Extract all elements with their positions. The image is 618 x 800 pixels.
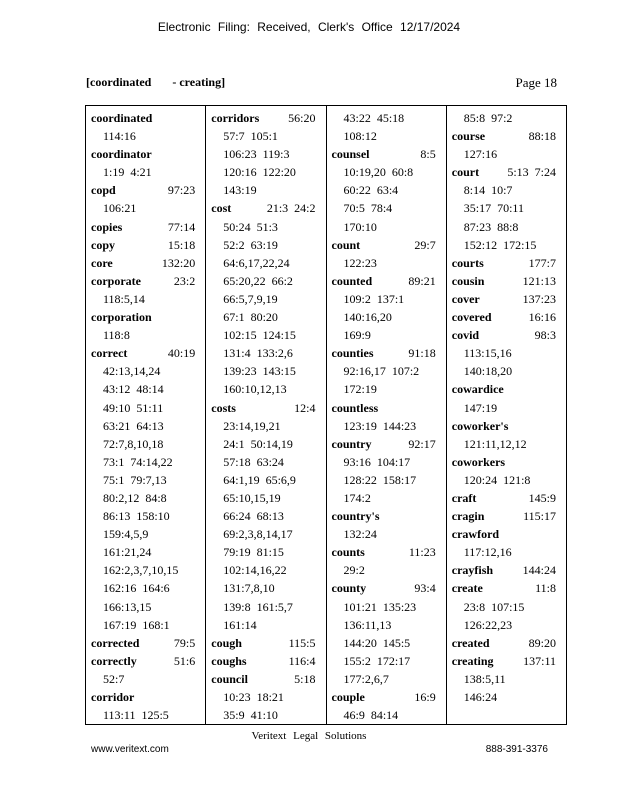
index-reference-line: 80:2,12 84:8 bbox=[103, 490, 167, 505]
index-entry bbox=[327, 236, 446, 272]
index-entry bbox=[447, 525, 566, 561]
index-reference: 16:16 bbox=[528, 310, 556, 325]
index-word-line bbox=[447, 561, 566, 579]
index-reference-line: 85:8 97:2 bbox=[463, 111, 513, 125]
index-column-4 bbox=[447, 106, 566, 724]
index-word-line bbox=[86, 272, 205, 290]
index-reference: 137:11 bbox=[523, 653, 556, 668]
index-reference-line: 162:2,3,7,10,15 bbox=[103, 563, 179, 578]
index-word: cragin bbox=[451, 509, 485, 524]
index-reference-line: 66:24 68:13 bbox=[223, 509, 284, 524]
index-reference: 11:8 bbox=[535, 581, 556, 596]
index-reference-line: 170:10 bbox=[343, 219, 377, 234]
index-entry bbox=[206, 109, 325, 199]
index-column-2 bbox=[206, 106, 326, 724]
index-entry bbox=[447, 579, 566, 633]
index-entry bbox=[86, 109, 205, 145]
index-word-line bbox=[447, 453, 566, 471]
index-reference-line: 64:6,17,22,24 bbox=[223, 255, 290, 270]
index-word: course bbox=[451, 129, 486, 144]
index-column-1 bbox=[86, 106, 206, 724]
index-word-line bbox=[447, 308, 566, 326]
index-word: coworker's bbox=[451, 418, 509, 433]
index-entry bbox=[447, 163, 566, 253]
index-word-line bbox=[447, 579, 566, 597]
word-range: [coordinated - creating] bbox=[86, 75, 226, 89]
index-reference-line: 140:16,20 bbox=[343, 310, 392, 325]
index-entry bbox=[327, 399, 446, 435]
index-reference-line: 63:21 64:13 bbox=[103, 418, 164, 433]
index-entry bbox=[447, 127, 566, 163]
index-entry bbox=[86, 688, 205, 724]
index-word: created bbox=[451, 635, 490, 650]
index-word-line bbox=[86, 181, 205, 199]
index-word: countless bbox=[331, 400, 379, 415]
index-reference-line: 177:2,6,7 bbox=[343, 671, 389, 686]
index-reference-line: 35:17 70:11 bbox=[463, 201, 524, 216]
index-reference: 79:5 bbox=[173, 635, 196, 650]
index-reference-line: 43:22 45:18 bbox=[343, 111, 405, 125]
index-word: coworkers bbox=[451, 454, 506, 469]
index-word-line bbox=[86, 308, 205, 326]
index-word-line bbox=[447, 380, 566, 398]
index-reference-line: 79:19 81:15 bbox=[223, 545, 284, 560]
index-word: coughs bbox=[211, 653, 247, 668]
index-reference-line: 101:21 135:23 bbox=[343, 599, 417, 614]
index-reference-line: 65:20,22 66:2 bbox=[223, 273, 293, 288]
index-reference-line: 120:16 122:20 bbox=[223, 165, 296, 180]
index-reference-line: 106:23 119:3 bbox=[223, 147, 290, 162]
index-reference: 177:7 bbox=[528, 255, 556, 270]
index-reference: 40:19 bbox=[167, 346, 196, 361]
index-word-line bbox=[327, 344, 446, 362]
index-word: corporation bbox=[91, 310, 152, 325]
index-word-line bbox=[86, 344, 205, 362]
index-entry bbox=[447, 634, 566, 652]
index-word: copd bbox=[91, 183, 116, 198]
index-word-line bbox=[447, 652, 566, 670]
index-word-line bbox=[447, 489, 566, 507]
index-reference-line: 139:8 161:5,7 bbox=[223, 599, 293, 614]
index-reference-line: 143:19 bbox=[223, 183, 257, 198]
index-word: correctly bbox=[91, 653, 137, 668]
index-word: court bbox=[451, 165, 480, 180]
index-reference-line: 49:10 51:11 bbox=[103, 400, 164, 415]
word-index-table bbox=[85, 105, 567, 725]
index-word-line bbox=[206, 634, 325, 652]
index-entry bbox=[206, 399, 325, 634]
index-reference-line: 46:9 84:14 bbox=[343, 708, 399, 723]
index-reference-line: 109:2 137:1 bbox=[343, 291, 405, 306]
index-word-line bbox=[86, 109, 205, 127]
index-word-line bbox=[327, 145, 446, 163]
index-word: corridors bbox=[211, 111, 260, 125]
index-word: council bbox=[211, 671, 248, 686]
index-word: coordinator bbox=[91, 147, 152, 162]
index-word-line bbox=[327, 579, 446, 597]
index-word-line bbox=[86, 236, 205, 254]
index-word-line bbox=[447, 634, 566, 652]
index-word: counties bbox=[331, 346, 374, 361]
index-word-line bbox=[447, 127, 566, 145]
index-entry bbox=[327, 344, 446, 398]
index-entry bbox=[86, 218, 205, 236]
index-reference: 89:21 bbox=[408, 273, 436, 288]
index-word-line bbox=[447, 290, 566, 308]
index-word: courts bbox=[451, 255, 484, 270]
index-entry bbox=[447, 326, 566, 380]
index-entry bbox=[86, 145, 205, 181]
index-word: couple bbox=[331, 690, 365, 704]
index-reference-line: 174:2 bbox=[343, 490, 371, 505]
index-reference: 11:23 bbox=[408, 545, 436, 560]
index-entry bbox=[327, 507, 446, 543]
index-entry bbox=[86, 308, 205, 344]
index-entry bbox=[86, 254, 205, 272]
index-word: crayfish bbox=[451, 563, 494, 578]
index-reference-line: 69:2,3,8,14,17 bbox=[223, 527, 293, 542]
index-reference-line: 132:24 bbox=[343, 527, 377, 542]
index-reference-line: 75:1 79:7,13 bbox=[103, 472, 167, 487]
index-reference: 92:17 bbox=[408, 436, 436, 451]
index-reference-line: 146:24 bbox=[463, 690, 498, 704]
index-reference-line: 162:16 164:6 bbox=[103, 581, 170, 596]
index-word: covid bbox=[451, 328, 480, 343]
index-word: cost bbox=[211, 201, 232, 216]
index-reference-line: 29:2 bbox=[343, 563, 365, 578]
index-word: count bbox=[331, 237, 361, 252]
index-word: correct bbox=[91, 346, 128, 361]
index-entry bbox=[206, 634, 325, 652]
index-reference-line: 167:19 168:1 bbox=[103, 617, 170, 632]
index-word-line bbox=[206, 652, 325, 670]
index-reference: 115:5 bbox=[288, 635, 316, 650]
index-word-line bbox=[447, 163, 566, 181]
index-word-line bbox=[86, 652, 205, 670]
index-word-line bbox=[327, 399, 446, 417]
index-reference-line: 114:16 bbox=[103, 129, 136, 144]
index-reference-line: 122:23 bbox=[343, 255, 377, 270]
index-reference: 5:13 7:24 bbox=[507, 165, 556, 180]
index-entry bbox=[447, 109, 566, 127]
index-entry bbox=[447, 489, 566, 507]
index-reference-line: 169:9 bbox=[343, 328, 371, 343]
index-reference-line: 87:23 88:8 bbox=[463, 219, 519, 234]
index-entry bbox=[206, 652, 325, 670]
index-entry bbox=[447, 380, 566, 416]
index-entry bbox=[447, 254, 566, 272]
index-word-line bbox=[447, 507, 566, 525]
index-entry bbox=[86, 634, 205, 652]
index-reference-line: 70:5 78:4 bbox=[343, 201, 393, 216]
index-reference-line: 24:1 50:14,19 bbox=[223, 436, 293, 451]
index-word-line bbox=[206, 199, 325, 217]
index-reference-line: 155:2 172:17 bbox=[343, 653, 411, 668]
index-entry bbox=[327, 435, 446, 507]
index-word: counted bbox=[331, 273, 373, 288]
index-word-line bbox=[206, 670, 325, 688]
index-reference: 51:6 bbox=[173, 653, 196, 668]
index-word-line bbox=[327, 236, 446, 254]
index-reference-line: 43:12 48:14 bbox=[103, 382, 164, 397]
index-reference-line: 64:1,19 65:6,9 bbox=[223, 472, 296, 487]
index-reference-line: 161:14 bbox=[223, 617, 257, 632]
index-entry bbox=[86, 652, 205, 688]
index-entry bbox=[86, 344, 205, 634]
index-entry bbox=[206, 199, 325, 398]
index-reference: 116:4 bbox=[288, 653, 316, 668]
index-reference-line: 66:5,7,9,19 bbox=[223, 291, 278, 306]
index-word-line bbox=[86, 634, 205, 652]
index-reference-line: 118:8 bbox=[103, 328, 130, 343]
index-word: county bbox=[331, 581, 367, 596]
index-reference-line: 160:10,12,13 bbox=[223, 382, 287, 397]
index-word-line bbox=[327, 543, 446, 561]
footer-website: www.veritext.com bbox=[91, 744, 169, 755]
index-reference-line: 57:7 105:1 bbox=[223, 129, 278, 144]
index-word-line bbox=[447, 272, 566, 290]
index-reference-line: 166:13,15 bbox=[103, 599, 152, 614]
index-entry bbox=[86, 181, 205, 217]
index-word: country's bbox=[331, 509, 380, 524]
index-reference-line: 93:16 104:17 bbox=[343, 454, 411, 469]
index-word: counts bbox=[331, 545, 365, 560]
index-word-line bbox=[86, 688, 205, 706]
index-reference-line: 50:24 51:3 bbox=[223, 219, 278, 234]
index-reference-line: 106:21 bbox=[103, 201, 137, 216]
index-reference: 137:23 bbox=[522, 291, 556, 306]
index-reference-line: 86:13 158:10 bbox=[103, 509, 170, 524]
index-word: cowardice bbox=[451, 382, 504, 397]
index-word: corporate bbox=[91, 273, 141, 288]
index-reference-line: 52:2 63:19 bbox=[223, 237, 278, 252]
index-word-line bbox=[447, 417, 566, 435]
index-reference-line: 118:5,14 bbox=[103, 291, 145, 306]
index-reference: 21:3 24:2 bbox=[266, 201, 316, 216]
index-reference: 16:9 bbox=[414, 690, 436, 704]
index-word: copies bbox=[91, 219, 123, 234]
index-reference: 23:2 bbox=[173, 273, 196, 288]
index-reference-line: 113:15,16 bbox=[463, 346, 512, 361]
index-word: covered bbox=[451, 310, 492, 325]
index-entry bbox=[447, 561, 566, 579]
index-reference-line: 159:4,5,9 bbox=[103, 527, 149, 542]
index-word-line bbox=[447, 326, 566, 344]
index-reference-line: 123:19 144:23 bbox=[343, 418, 417, 433]
index-word-line bbox=[447, 254, 566, 272]
index-reference-line: 136:11,13 bbox=[343, 617, 392, 632]
index-entry bbox=[327, 579, 446, 688]
index-word: create bbox=[451, 581, 483, 596]
index-reference-line: 10:19,20 60:8 bbox=[343, 165, 414, 180]
index-entry bbox=[327, 272, 446, 344]
index-reference: 56:20 bbox=[288, 111, 316, 125]
index-word: country bbox=[331, 436, 372, 451]
index-reference-line: 23:14,19,21 bbox=[223, 418, 281, 433]
index-reference: 144:24 bbox=[522, 563, 556, 578]
index-reference: 132:20 bbox=[161, 255, 196, 270]
index-word-line bbox=[327, 272, 446, 290]
index-reference-line: 42:13,14,24 bbox=[103, 364, 161, 379]
index-word-line bbox=[327, 688, 446, 706]
index-word: crawford bbox=[451, 527, 500, 542]
index-entry bbox=[327, 688, 446, 724]
index-reference-line: 140:18,20 bbox=[463, 364, 513, 379]
index-entry bbox=[86, 236, 205, 254]
index-entry bbox=[447, 417, 566, 453]
index-reference: 77:14 bbox=[167, 219, 196, 234]
index-reference-line: 172:19 bbox=[343, 382, 377, 397]
index-entry bbox=[447, 272, 566, 290]
index-reference-line: 126:22,23 bbox=[463, 617, 513, 632]
index-reference-line: 52:7 bbox=[103, 671, 125, 686]
index-reference: 5:18 bbox=[294, 671, 316, 686]
index-word-line bbox=[86, 145, 205, 163]
index-reference: 12:4 bbox=[294, 400, 316, 415]
index-reference-line: 113:11 125:5 bbox=[103, 708, 169, 723]
index-reference-line: 131:7,8,10 bbox=[223, 581, 275, 596]
footer-phone: 888-391-3376 bbox=[485, 744, 548, 755]
filing-stamp: Electronic Filing: Received, Clerk's Office 12/17/2024 bbox=[157, 20, 461, 34]
index-word: copy bbox=[91, 237, 115, 252]
index-entry bbox=[86, 272, 205, 308]
index-reference: 29:7 bbox=[414, 237, 436, 252]
index-reference-line: 8:14 10:7 bbox=[463, 183, 513, 198]
index-reference-line: 138:5,11 bbox=[463, 671, 506, 686]
index-reference: 97:23 bbox=[167, 183, 196, 198]
index-column-3 bbox=[327, 106, 447, 724]
index-reference: 91:18 bbox=[408, 346, 436, 361]
footer-company: Veritext Legal Solutions bbox=[251, 730, 367, 742]
index-reference-line: 152:12 172:15 bbox=[463, 237, 537, 252]
page-number: Page 18 bbox=[515, 75, 557, 90]
index-reference-line: 108:12 bbox=[343, 129, 377, 144]
index-reference-line: 120:24 121:8 bbox=[463, 472, 531, 487]
index-reference-line: 72:7,8,10,18 bbox=[103, 436, 164, 451]
index-word: core bbox=[91, 255, 113, 270]
index-entry bbox=[447, 652, 566, 706]
index-reference: 115:17 bbox=[523, 509, 556, 524]
index-reference-line: 35:9 41:10 bbox=[223, 708, 278, 723]
index-word-line bbox=[206, 109, 325, 127]
index-reference-line: 117:12,16 bbox=[463, 545, 512, 560]
index-word-line bbox=[86, 218, 205, 236]
index-word: cough bbox=[211, 635, 242, 650]
index-entry bbox=[327, 145, 446, 235]
index-word-line bbox=[86, 254, 205, 272]
index-reference: 98:3 bbox=[534, 328, 556, 343]
index-reference-line: 10:23 18:21 bbox=[223, 690, 284, 704]
index-reference-line: 161:21,24 bbox=[103, 545, 152, 560]
index-reference-line: 121:11,12,12 bbox=[463, 436, 527, 451]
index-reference: 145:9 bbox=[528, 490, 556, 505]
index-reference-line: 127:16 bbox=[463, 147, 498, 162]
index-word: corridor bbox=[91, 690, 135, 704]
index-reference-line: 57:18 63:24 bbox=[223, 454, 284, 469]
index-word: creating bbox=[451, 653, 494, 668]
index-reference-line: 73:1 74:14,22 bbox=[103, 454, 173, 469]
index-entry bbox=[447, 290, 566, 308]
index-word: costs bbox=[211, 400, 236, 415]
index-reference: 8:5 bbox=[420, 147, 436, 162]
index-reference-line: 1:19 4:21 bbox=[103, 165, 152, 180]
index-reference-line: 92:16,17 107:2 bbox=[343, 364, 420, 379]
index-word: corrected bbox=[91, 635, 140, 650]
index-reference-line: 67:1 80:20 bbox=[223, 310, 278, 325]
index-word-line bbox=[327, 435, 446, 453]
index-entry bbox=[206, 670, 325, 724]
index-reference-line: 131:4 133:2,6 bbox=[223, 346, 293, 361]
index-reference-line: 102:14,16,22 bbox=[223, 563, 287, 578]
index-reference: 93:4 bbox=[414, 581, 436, 596]
index-word: cover bbox=[451, 291, 480, 306]
index-reference-line: 60:22 63:4 bbox=[343, 183, 399, 198]
index-word: cousin bbox=[451, 273, 485, 288]
index-reference-line: 128:22 158:17 bbox=[343, 472, 417, 487]
index-word: counsel bbox=[331, 147, 370, 162]
index-entry bbox=[447, 308, 566, 326]
index-reference-line: 144:20 145:5 bbox=[343, 635, 411, 650]
index-word-line bbox=[206, 399, 325, 417]
index-reference: 121:13 bbox=[522, 273, 556, 288]
index-reference: 88:18 bbox=[528, 129, 556, 144]
index-reference-line: 23:8 107:15 bbox=[463, 599, 525, 614]
index-entry bbox=[447, 453, 566, 489]
index-reference: 15:18 bbox=[167, 237, 196, 252]
index-word-line bbox=[327, 507, 446, 525]
index-reference-line: 147:19 bbox=[463, 400, 498, 415]
index-reference-line: 139:23 143:15 bbox=[223, 364, 296, 379]
index-word-line bbox=[447, 525, 566, 543]
index-entry bbox=[327, 543, 446, 579]
index-entry bbox=[447, 507, 566, 525]
index-reference-line: 65:10,15,19 bbox=[223, 490, 281, 505]
index-word: coordinated bbox=[91, 111, 153, 125]
index-entry bbox=[327, 109, 446, 145]
index-reference-line: 102:15 124:15 bbox=[223, 328, 296, 343]
index-word: craft bbox=[451, 490, 477, 505]
index-reference: 89:20 bbox=[528, 635, 556, 650]
